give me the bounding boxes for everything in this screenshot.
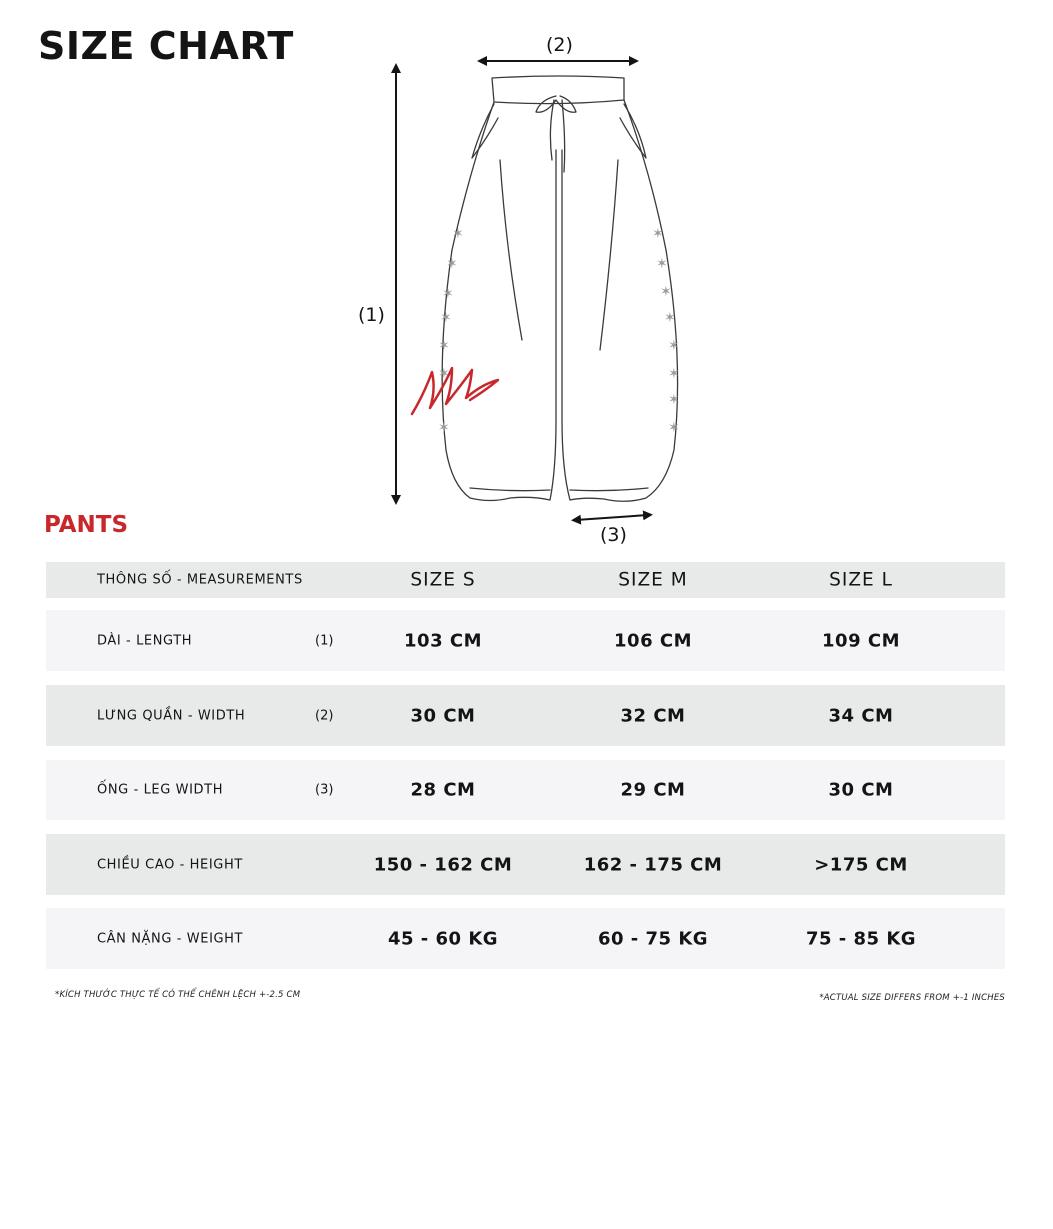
footnote-english: *ACTUAL SIZE DIFFERS FROM +-1 INCHES bbox=[819, 993, 1005, 1003]
table-row bbox=[46, 610, 1005, 671]
svg-text:✶: ✶ bbox=[446, 256, 458, 272]
waist-dimension-label: (2) bbox=[546, 34, 573, 56]
value-size-s: 150 - 162 CM bbox=[373, 854, 513, 875]
value-size-m: 106 CM bbox=[614, 630, 692, 651]
row-ref: (3) bbox=[315, 782, 334, 798]
svg-text:✶: ✶ bbox=[668, 420, 680, 436]
value-size-s: 103 CM bbox=[404, 630, 482, 651]
header-size-s: SIZE S bbox=[410, 569, 476, 591]
header-size-l: SIZE L bbox=[829, 569, 893, 591]
row-label: ỐNG - LEG WIDTH bbox=[97, 782, 224, 798]
header-size-m: SIZE M bbox=[618, 569, 688, 591]
svg-text:✶: ✶ bbox=[438, 366, 450, 382]
star-stripe-decoration bbox=[438, 226, 680, 436]
row-label: CHIỀU CAO - HEIGHT bbox=[97, 857, 243, 872]
svg-text:✶: ✶ bbox=[668, 338, 680, 354]
value-size-l: 30 CM bbox=[828, 779, 894, 801]
row-label: LƯNG QUẦN - WIDTH bbox=[97, 708, 246, 723]
page-title: SIZE CHART bbox=[38, 24, 294, 68]
svg-text:✶: ✶ bbox=[440, 310, 452, 326]
pants-illustration bbox=[0, 0, 1053, 560]
svg-text:✶: ✶ bbox=[660, 284, 672, 300]
table-row bbox=[46, 834, 1005, 895]
value-size-m: 32 CM bbox=[620, 705, 686, 726]
table-row bbox=[46, 685, 1005, 746]
value-size-s: 28 CM bbox=[410, 779, 476, 801]
footnote-vietnamese: *KÍCH THƯỚC THỰC TẾ CÓ THỂ CHÊNH LỆCH +-2.5 CM bbox=[55, 990, 301, 1000]
svg-text:✶: ✶ bbox=[438, 338, 450, 354]
row-label: DÀI - LENGTH bbox=[97, 633, 193, 648]
svg-text:✶: ✶ bbox=[664, 310, 676, 326]
row-ref: (1) bbox=[315, 633, 334, 648]
svg-text:✶: ✶ bbox=[438, 420, 450, 436]
header-measurements-label: THÔNG SỐ - MEASUREMENTS bbox=[97, 572, 303, 588]
leg-dimension-arrow-icon bbox=[576, 515, 648, 520]
value-size-m: 162 - 175 CM bbox=[583, 854, 723, 875]
svg-text:✶: ✶ bbox=[656, 256, 668, 272]
row-label: CÂN NẶNG - WEIGHT bbox=[97, 931, 244, 946]
brand-signature-logo bbox=[412, 368, 498, 414]
length-dimension-label: (1) bbox=[358, 304, 385, 326]
row-ref: (2) bbox=[315, 708, 334, 723]
value-size-m: 29 CM bbox=[620, 779, 686, 801]
leg-dimension-label: (3) bbox=[600, 524, 627, 546]
table-header bbox=[46, 562, 1005, 598]
value-size-l: 75 - 85 KG bbox=[805, 928, 917, 949]
value-size-s: 45 - 60 KG bbox=[387, 928, 499, 949]
value-size-l: >175 CM bbox=[814, 854, 908, 875]
value-size-m: 60 - 75 KG bbox=[597, 928, 709, 949]
svg-text:✶: ✶ bbox=[452, 226, 464, 242]
svg-text:✶: ✶ bbox=[652, 226, 664, 242]
section-title: PANTS bbox=[44, 512, 129, 538]
svg-text:✶: ✶ bbox=[442, 286, 454, 302]
svg-text:✶: ✶ bbox=[668, 392, 680, 408]
value-size-l: 34 CM bbox=[828, 705, 894, 726]
table-row bbox=[46, 908, 1005, 969]
svg-text:✶: ✶ bbox=[668, 366, 680, 382]
value-size-l: 109 CM bbox=[822, 630, 900, 651]
table-row bbox=[46, 760, 1005, 820]
value-size-s: 30 CM bbox=[410, 705, 476, 726]
